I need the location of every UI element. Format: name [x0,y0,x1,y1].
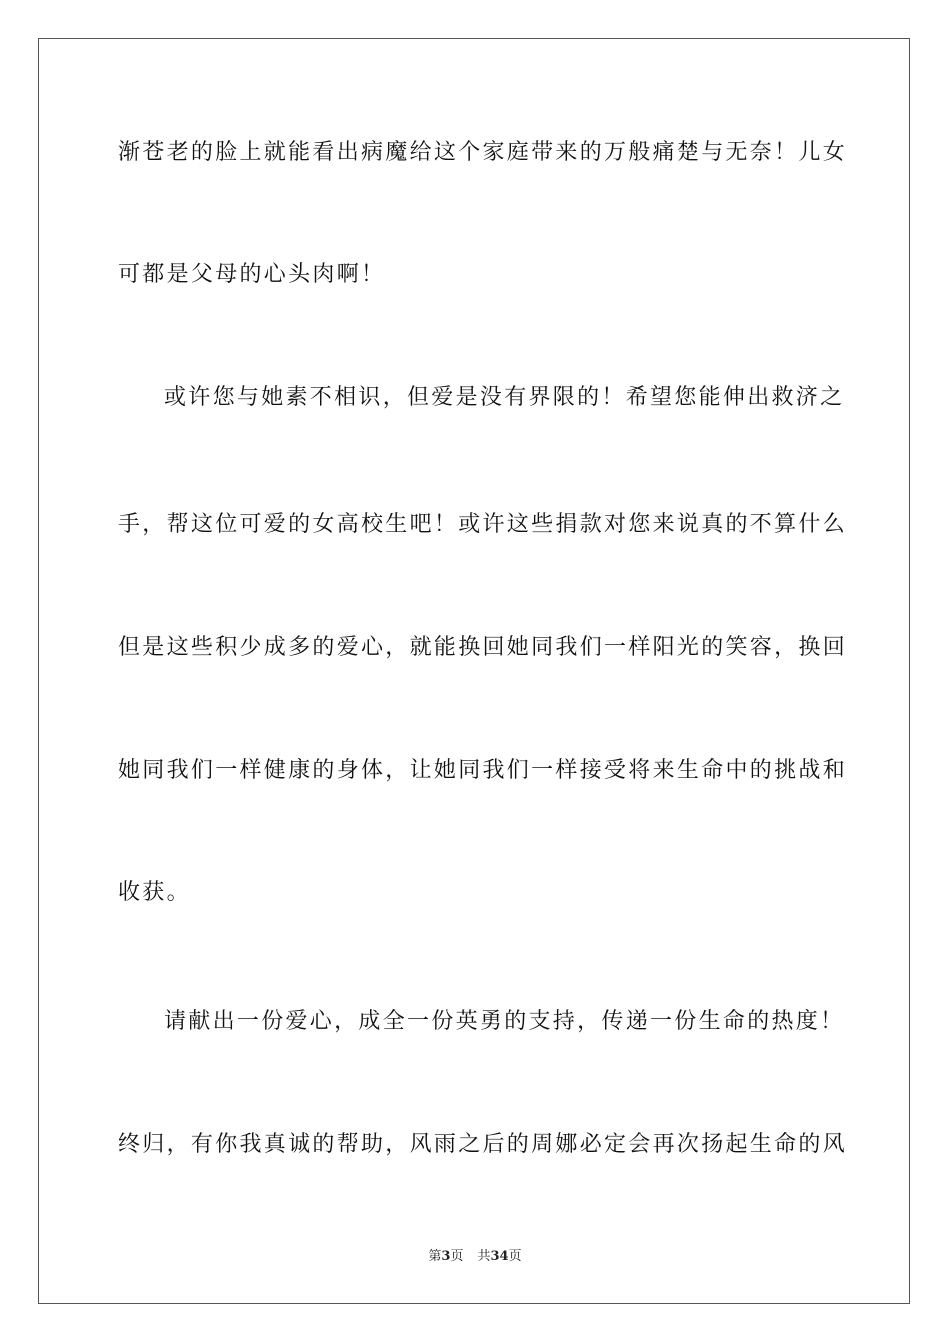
page-footer [0,1248,950,1266]
body-line-4: 手，帮这位可爱的女高校生吧！或许这些捐款对您来说真的不算什么 [118,512,848,537]
body-line-2: 可都是父母的心头肉啊！ [118,262,386,287]
body-line-6: 她同我们一样健康的身体，让她同我们一样接受将来生命中的挑战和 [118,758,848,783]
footer-page-number: 3 [441,1249,451,1264]
body-line-9: 终归，有你我真诚的帮助，风雨之后的周娜必定会再次扬起生命的风 [118,1132,848,1157]
body-line-5: 但是这些积少成多的爱心，就能换回她同我们一样阳光的笑容，换回 [118,635,848,660]
footer-page-suffix: 页 [450,1249,464,1264]
footer-page-prefix: 第 [428,1249,442,1264]
body-line-7: 收获。 [118,880,191,905]
footer-total-prefix: 共 [477,1249,491,1264]
page-border [38,38,910,1304]
footer-total-suffix: 页 [508,1249,522,1264]
body-line-1: 渐苍老的脸上就能看出病魔给这个家庭带来的万般痛楚与无奈！儿女 [118,140,848,165]
body-line-8: 请献出一份爱心，成全一份英勇的支持，传递一份生命的热度！ [164,1009,845,1034]
footer-total-pages: 34 [490,1249,509,1264]
body-line-3: 或许您与她素不相识，但爱是没有界限的！希望您能伸出救济之 [164,385,845,410]
